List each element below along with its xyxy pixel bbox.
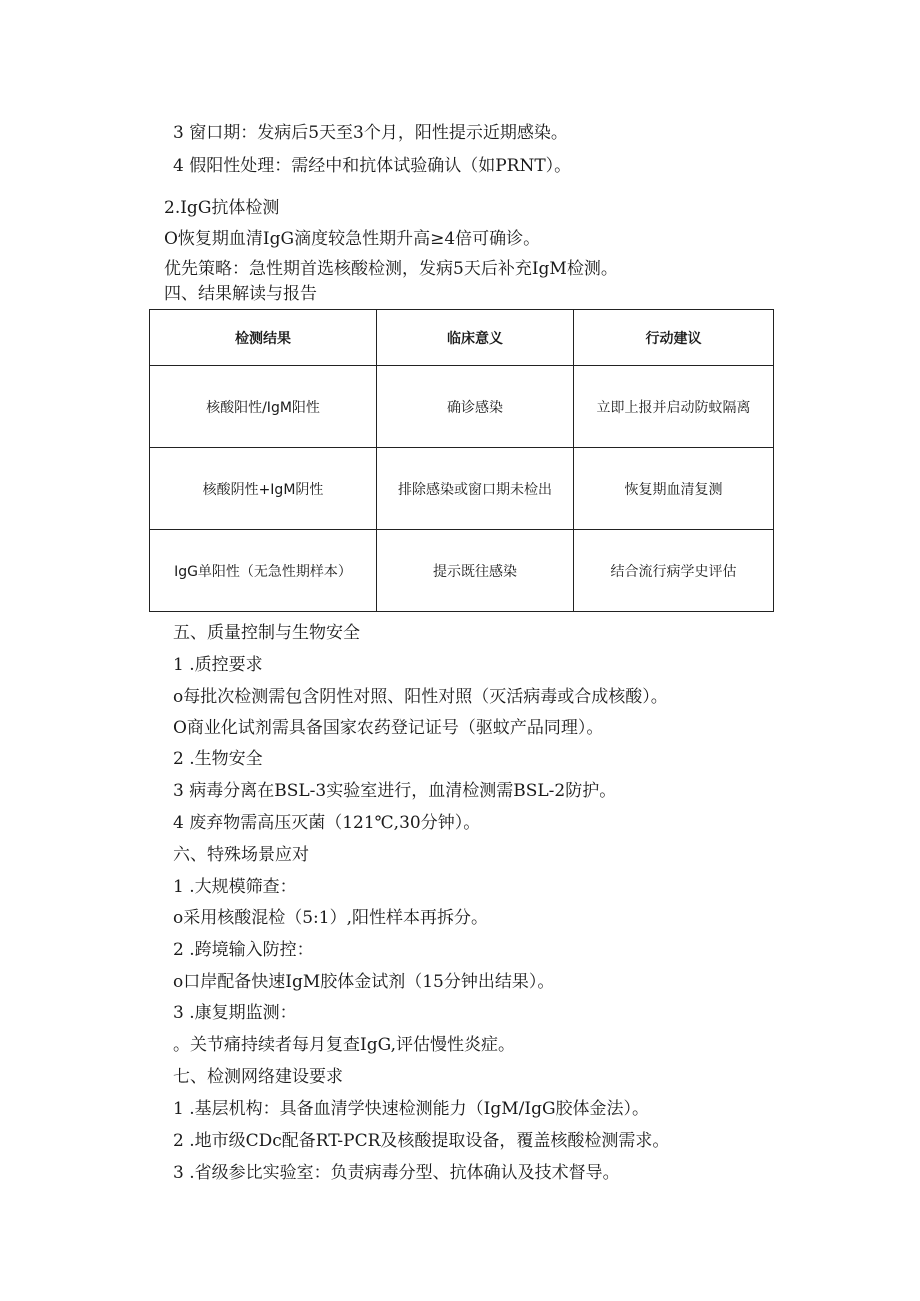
list-item-false-positive: 4 假阳性处理：需经中和抗体试验确认（如PRNT）。 (173, 156, 572, 176)
table-cell: 恢复期血清复测 (574, 448, 774, 530)
bullet-pooled-testing: o采用核酸混检（5:1）,阳性样本再拆分。 (173, 908, 488, 928)
table-cell: 确诊感染 (377, 366, 574, 448)
priority-strategy: 优先策略：急性期首选核酸检测，发病5天后补充IgM检测。 (164, 259, 618, 279)
table-header-row (150, 310, 774, 366)
bullet-igg-titer: O恢复期血清IgG滴度较急性期升高≥4倍可确诊。 (164, 229, 541, 249)
subheading-qc: 1 .质控要求 (173, 655, 263, 675)
list-item-provincial-lab: 3 .省级参比实验室：负责病毒分型、抗体确认及技术督导。 (173, 1163, 620, 1183)
list-item-waste: 4 废弃物需高压灭菌（121℃,30分钟）。 (173, 813, 481, 833)
list-item-primary-level: 1 .基层机构：具备血清学快速检测能力（IgM/IgG胶体金法）。 (173, 1099, 650, 1119)
section-heading-7: 七、检测网络建设要求 (173, 1067, 343, 1087)
list-item-window-period: 3 窗口期：发病后5天至3个月，阳性提示近期感染。 (173, 123, 568, 143)
subheading-biosafety: 2 .生物安全 (173, 749, 263, 769)
table-row (150, 448, 774, 530)
table-header-cell: 检测结果 (150, 310, 377, 366)
table-cell: IgG单阳性（无急性期样本） (150, 530, 377, 612)
bullet-arthralgia-followup: 。关节痛持续者每月复查IgG,评估慢性炎症。 (173, 1035, 515, 1055)
result-interpretation-table (149, 309, 774, 612)
section-heading-4: 四、结果解读与报告 (164, 284, 317, 304)
table-cell: 核酸阴性+IgM阴性 (150, 448, 377, 530)
table-cell: 结合流行病学史评估 (574, 530, 774, 612)
bullet-rapid-igm: o口岸配备快速IgM胶体金试剂（15分钟出结果）。 (173, 972, 555, 992)
table-header-cell: 行动建议 (574, 310, 774, 366)
table-cell: 核酸阳性/IgM阳性 (150, 366, 377, 448)
bullet-reagent-registration: O商业化试剂需具备国家农药登记证号（驱蚊产品同理）。 (173, 718, 604, 738)
list-item-bsl: 3 病毒分离在BSL-3实验室进行，血清检测需BSL-2防护。 (173, 781, 617, 801)
table-row (150, 366, 774, 448)
table-row (150, 530, 774, 612)
subheading-recovery-monitoring: 3 .康复期监测： (173, 1003, 297, 1023)
list-item-municipal-cdc: 2 .地市级CDc配备RT-PCR及核酸提取设备，覆盖核酸检测需求。 (173, 1131, 670, 1151)
table-header-cell: 临床意义 (377, 310, 574, 366)
table-cell: 提示既往感染 (377, 530, 574, 612)
section-heading-5: 五、质量控制与生物安全 (173, 623, 360, 643)
section-heading-6: 六、特殊场景应对 (173, 845, 309, 865)
section-heading-igg: 2.IgG抗体检测 (164, 198, 280, 218)
table-cell: 立即上报并启动防蚊隔离 (574, 366, 774, 448)
subheading-mass-screening: 1 .大规模筛查： (173, 877, 297, 897)
subheading-border-control: 2 .跨境输入防控： (173, 940, 314, 960)
table-cell: 排除感染或窗口期未检出 (377, 448, 574, 530)
bullet-controls: o每批次检测需包含阴性对照、阳性对照（灭活病毒或合成核酸）。 (173, 687, 668, 707)
